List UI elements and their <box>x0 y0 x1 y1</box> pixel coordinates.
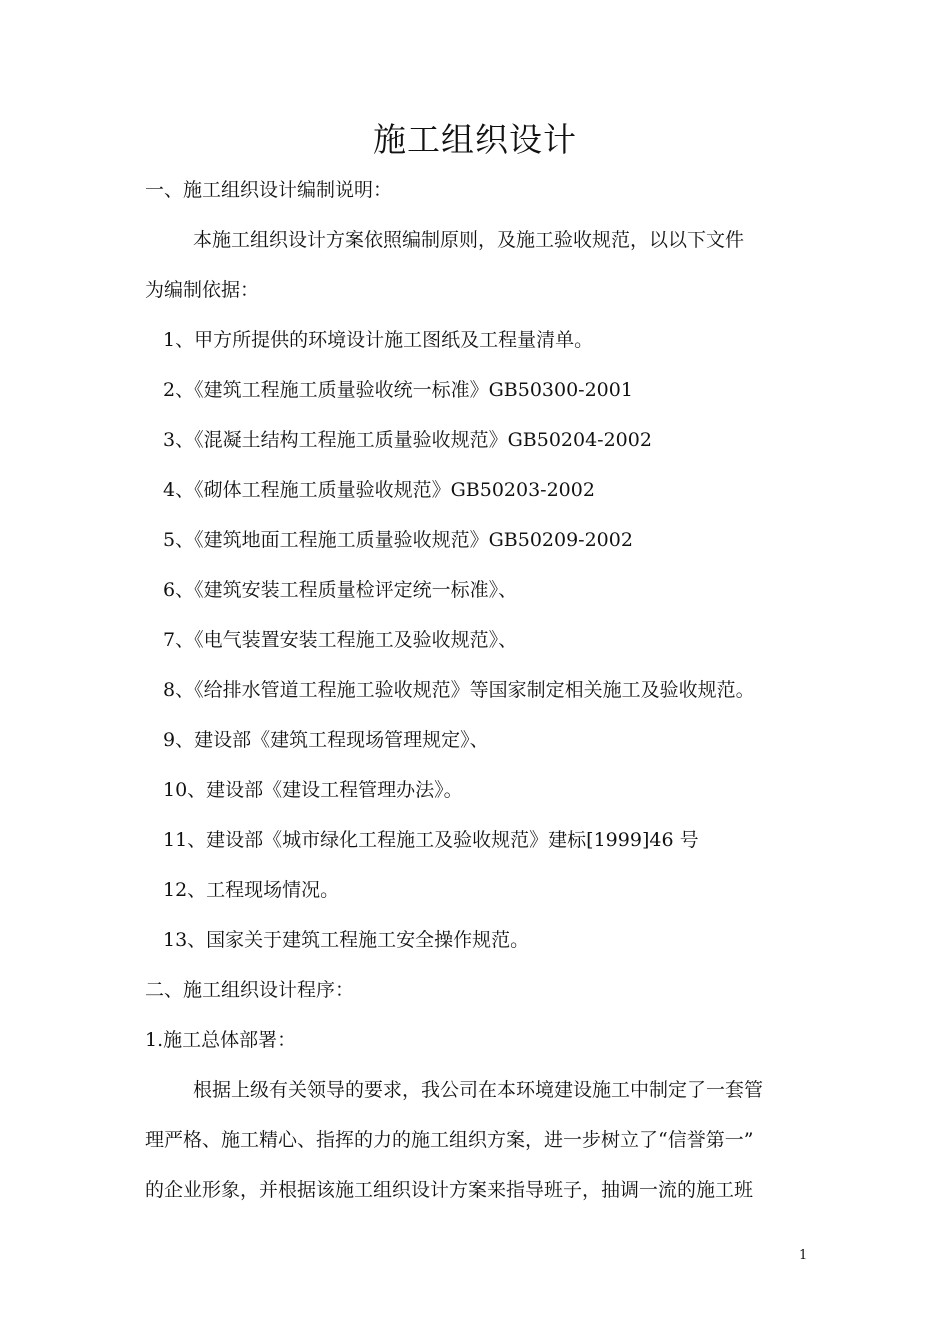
section-heading: 二、施工组织设计程序： <box>145 979 355 1001</box>
intro-paragraph-line: 本施工组织设计方案依照编制原则，及施工验收规范，以以下文件 <box>193 229 745 251</box>
basis-list-item: 11、建设部《城市绿化工程施工及验收规范》建标[1999]46 号 <box>163 829 699 851</box>
basis-list-item: 7、《电气装置安装工程施工及验收规范》、 <box>163 629 518 651</box>
basis-list-item: 13、国家关于建筑工程施工安全操作规范。 <box>163 929 530 951</box>
basis-list-item: 2、《建筑工程施工质量验收统一标准》GB50300-2001 <box>163 379 633 401</box>
basis-list-item: 12、工程现场情况。 <box>163 879 340 901</box>
basis-list-item: 8、《给排水管道工程施工验收规范》等国家制定相关施工及验收规范。 <box>163 679 755 701</box>
subsection-heading: 1.施工总体部署： <box>145 1029 297 1051</box>
intro-paragraph-line: 为编制依据： <box>145 279 260 301</box>
basis-list-item: 3、《混凝土结构工程施工质量验收规范》GB50204-2002 <box>163 429 652 451</box>
page-number: 1 <box>799 1248 808 1263</box>
section-heading: 一、施工组织设计编制说明： <box>145 179 393 201</box>
basis-list-item: 10、建设部《建设工程管理办法》。 <box>163 779 463 801</box>
body-paragraph-line: 理严格、施工精心、指挥的力的施工组织方案，进一步树立了“信誉第一” <box>145 1129 754 1151</box>
basis-list-item: 6、《建筑安装工程质量检评定统一标准》、 <box>163 579 518 601</box>
document-title: 施工组织设计 <box>373 120 577 159</box>
body-paragraph-line: 根据上级有关领导的要求，我公司在本环境建设施工中制定了一套管 <box>193 1079 764 1101</box>
basis-list-item: 1、甲方所提供的环境设计施工图纸及工程量清单。 <box>163 329 594 351</box>
basis-list-item: 9、建设部《建筑工程现场管理规定》、 <box>163 729 489 751</box>
body-paragraph-line: 的企业形象，并根据该施工组织设计方案来指导班子，抽调一流的施工班 <box>145 1179 754 1201</box>
basis-list-item: 4、《砌体工程施工质量验收规范》GB50203-2002 <box>163 479 595 501</box>
basis-list-item: 5、《建筑地面工程施工质量验收规范》GB50209-2002 <box>163 529 633 551</box>
